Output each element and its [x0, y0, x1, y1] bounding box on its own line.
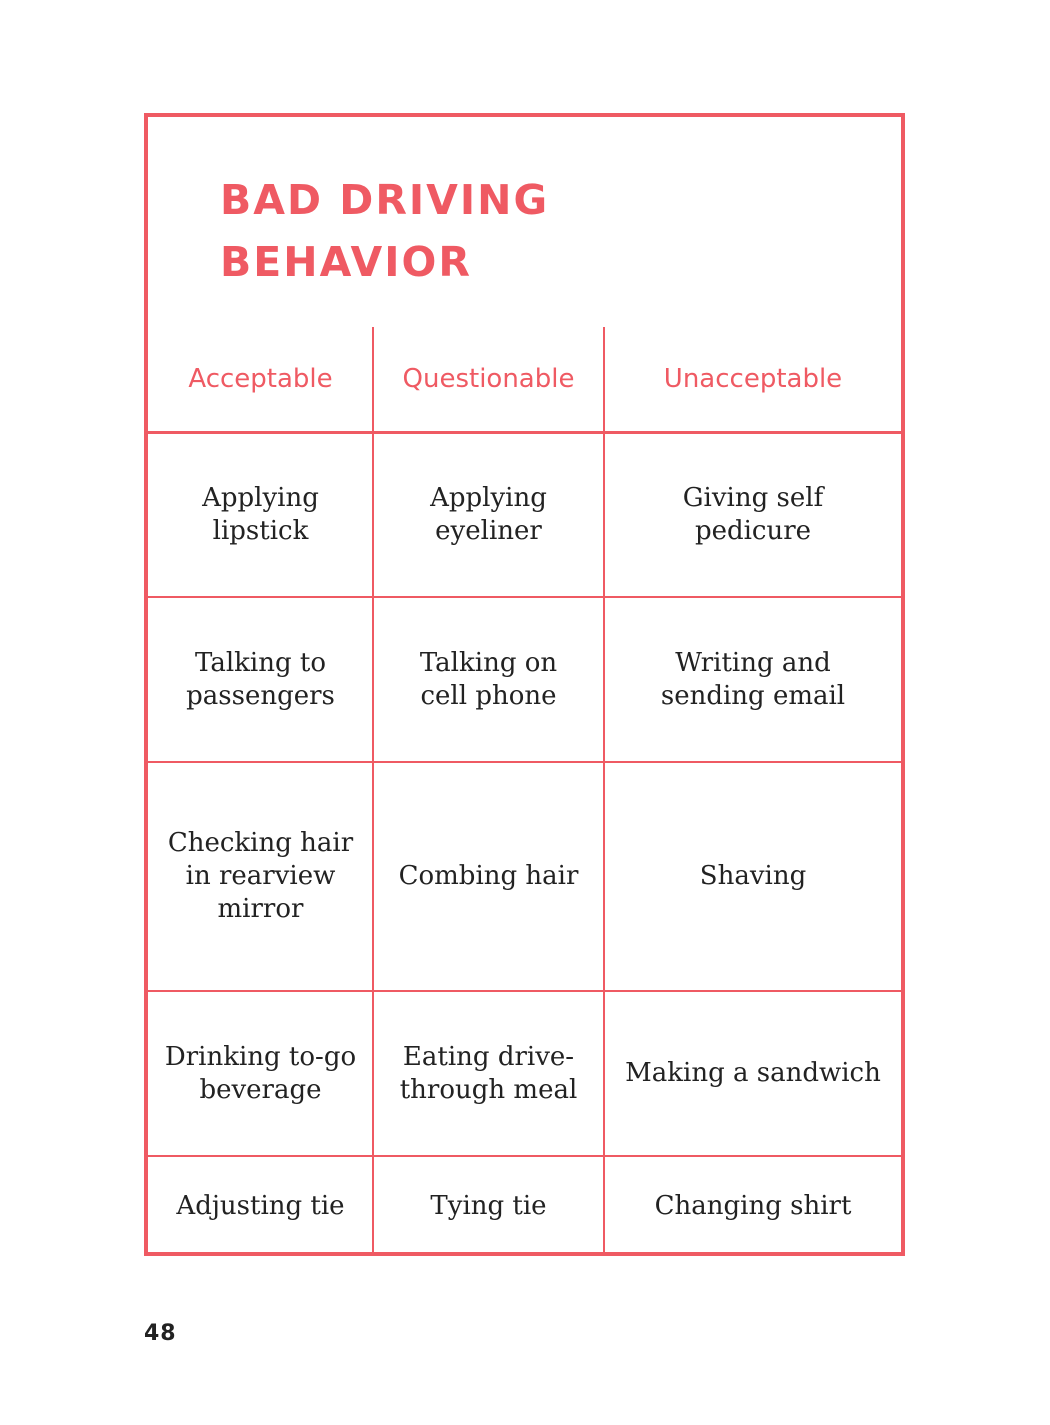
table-cell: Talking to passengers	[186, 647, 335, 711]
page-title	[220, 169, 549, 293]
table-cell: Adjusting tie	[176, 1191, 345, 1221]
table-cell: Making a sandwich	[625, 1058, 881, 1088]
table-cell: Drinking to-go beverage	[164, 1041, 357, 1105]
table-cell: Talking on cell phone	[419, 647, 558, 711]
table-cell: Applying eyeliner	[430, 483, 547, 546]
table-cell: Giving self pedicure	[682, 483, 824, 546]
table-cell: Writing and sending email	[660, 647, 846, 711]
table-cell: Combing hair	[398, 861, 579, 891]
title-line-1: BAD DRIVING	[220, 176, 550, 224]
table-cell: Applying lipstick	[202, 483, 319, 546]
table-cell: Eating drive-through meal	[399, 1041, 578, 1105]
column-header-questionable: Questionable	[402, 364, 575, 394]
column-header-acceptable: Acceptable	[188, 364, 333, 394]
table-cell: Shaving	[699, 861, 807, 891]
table-header	[148, 327, 901, 431]
table-frame	[144, 113, 905, 1256]
table-cell: Tying tie	[430, 1191, 547, 1221]
table-cell: Checking hair in rearview mirror	[167, 828, 354, 924]
table-cell: Changing shirt	[654, 1191, 852, 1221]
page-number: 48	[144, 1321, 177, 1346]
title-line-2: BEHAVIOR	[220, 238, 472, 286]
column-header-unacceptable: Unacceptable	[663, 364, 843, 394]
